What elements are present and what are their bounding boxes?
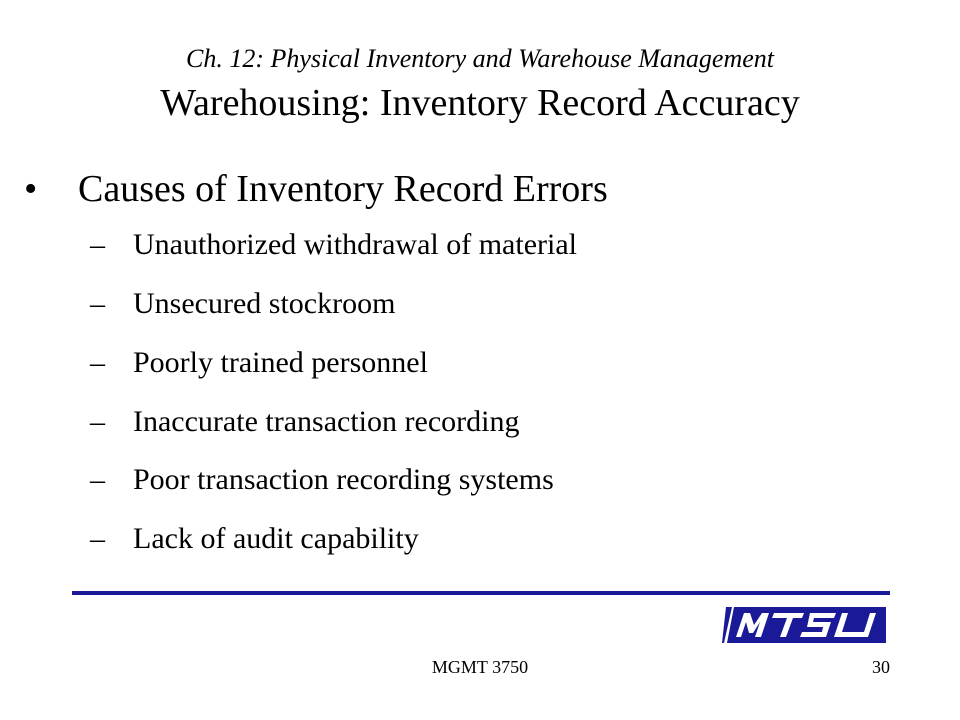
dash-icon: – xyxy=(90,287,105,320)
sub-bullet-text: Poorly trained personnel xyxy=(133,346,428,379)
dash-icon: – xyxy=(90,463,105,496)
sub-bullet-text: Poor transaction recording systems xyxy=(133,463,554,496)
sub-bullet-item xyxy=(0,343,960,383)
main-bullet xyxy=(0,164,960,214)
footer-divider xyxy=(72,591,890,595)
slide-title: Warehousing: Inventory Record Accuracy xyxy=(160,82,800,124)
bullet-icon: • xyxy=(24,168,38,210)
page-number: 30 xyxy=(872,657,890,677)
sub-bullet-text: Unsecured stockroom xyxy=(133,287,396,320)
mtsu-logo xyxy=(722,603,890,647)
footer-course: MGMT 3750 xyxy=(431,657,529,677)
sub-bullet-text: Inaccurate transaction recording xyxy=(133,405,520,438)
dash-icon: – xyxy=(90,346,105,379)
dash-icon: – xyxy=(90,405,105,438)
sub-bullet-text: Unauthorized withdrawal of material xyxy=(133,228,577,261)
dash-icon: – xyxy=(90,522,105,555)
sub-bullet-item xyxy=(0,460,960,500)
main-bullet-text: Causes of Inventory Record Errors xyxy=(78,168,608,210)
sub-bullet-item xyxy=(0,402,960,442)
sub-bullet-item xyxy=(0,284,960,324)
slide-subtitle: Ch. 12: Physical Inventory and Warehouse Management xyxy=(185,44,774,73)
sub-bullet-item xyxy=(0,519,960,559)
sub-bullet-text: Lack of audit capability xyxy=(133,522,419,555)
dash-icon: – xyxy=(90,228,105,261)
sub-bullet-item xyxy=(0,225,960,265)
